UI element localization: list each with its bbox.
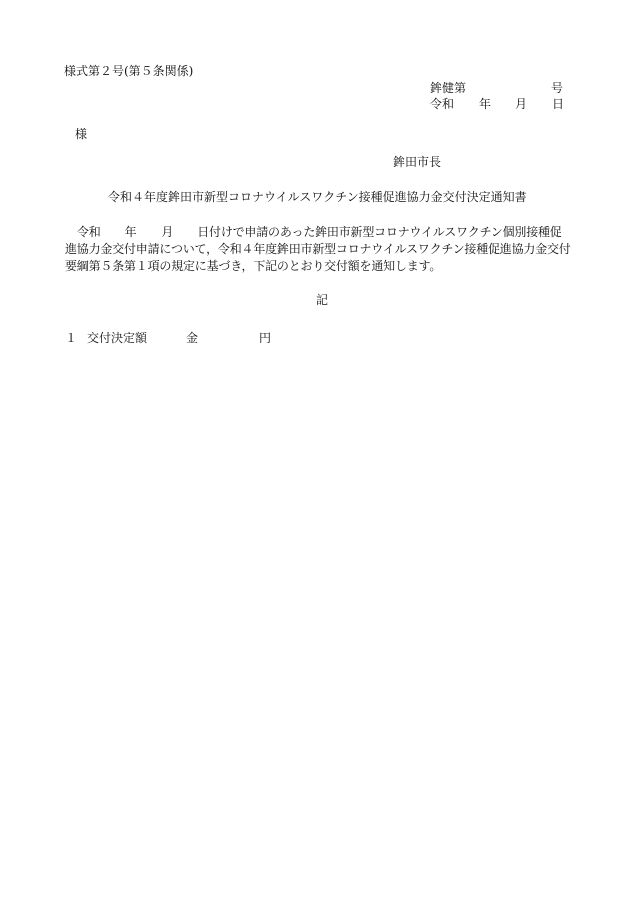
date-month: 月 [515,97,528,111]
body-line-1: 令和 年 月 日付けで申請のあった鉾田市新型コロナウイルスワクチン個別接種促 [77,225,562,239]
body-line-3: 要綱第５条第１項の規定に基づき，下記のとおり交付額を通知します。 [65,259,442,273]
form-label: 様式第２号(第５条関係) [64,64,194,78]
item-label: 交付決定額 [87,331,148,345]
date-era: 令和 [430,97,455,111]
date-day: 日 [552,97,565,111]
recipient-honorific: 様 [75,127,88,141]
date-year: 年 [479,97,492,111]
ki-heading: 記 [316,293,329,307]
issue-date [430,96,570,112]
document-number [430,80,570,96]
body-line-2: 進協力金交付申請について，令和４年度鉾田市新型コロナウイルスワクチン接種促進協力金交付 [65,242,571,256]
amount-kin: 金 [186,331,199,345]
amount-yen: 円 [259,331,272,345]
doc-number-suffix: 号 [551,81,564,95]
item-number: １ [65,331,78,345]
body-paragraph [65,224,585,275]
doc-number-prefix: 鉾健第 [430,81,467,95]
sender: 鉾田市長 [393,155,442,169]
document-title: 令和４年度鉾田市新型コロナウイルスワクチン接種促進協力金交付決定通知書 [108,190,527,204]
